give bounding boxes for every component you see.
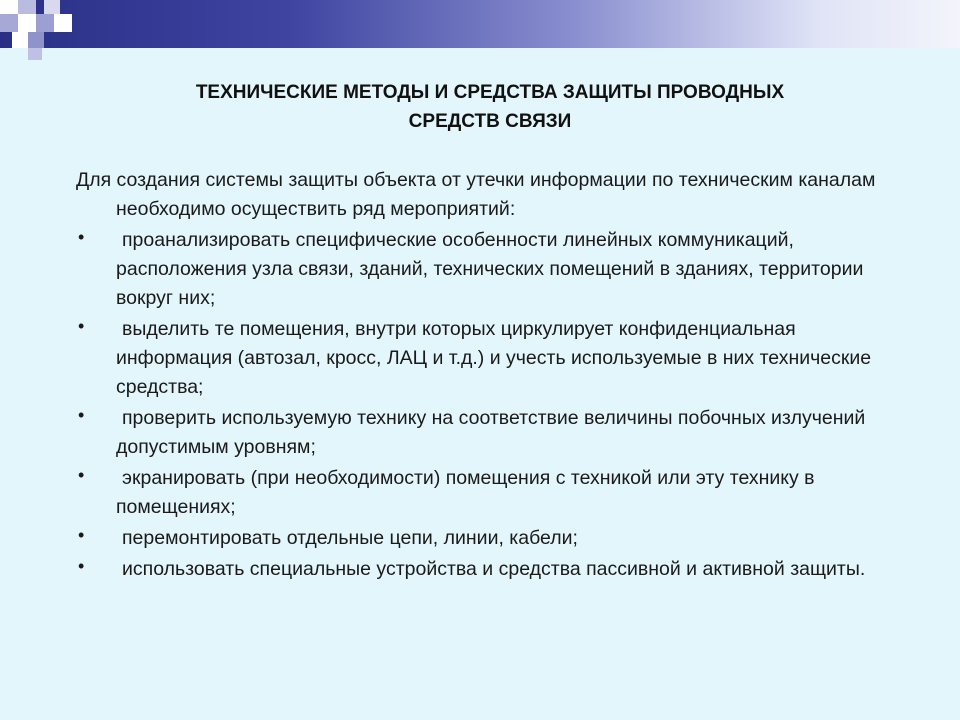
decor-square [0,14,18,32]
list-item [76,404,876,462]
list-item [76,555,876,584]
list-item-text: экранировать (при необходимости) помещения с техникой или эту технику в помещениях; [116,467,815,518]
decor-square [28,48,42,60]
decor-square [54,14,72,32]
list-item-text: перемонтировать отдельные цепи, линии, кабели; [122,527,578,549]
list-item [76,226,876,313]
list-item-text: использовать специальные устройства и средства пассивной и активной защиты. [122,558,866,580]
slide-body [76,166,876,586]
bullet-icon: • [78,316,85,336]
decor-square [36,14,54,32]
slide-title-line: ТЕХНИЧЕСКИЕ МЕТОДЫ И СРЕДСТВА ЗАЩИТЫ ПРОВОДНЫХ [195,82,785,103]
list-item-text: выделить те помещения, внутри которых циркулирует конфиденциальная информация (автозал, кросс, ЛАЦ и т.д.) и учесть используемые в них технические средства; [116,318,872,398]
slide-title [60,78,920,136]
decor-square [18,14,36,32]
bullet-icon: • [78,227,85,247]
intro-paragraph: Для создания системы защиты объекта от утечки информации по техническим каналам необходимо осуществить ряд мероприятий: [76,169,876,220]
decor-square [18,0,36,14]
header-gradient-band [0,0,960,48]
list-item [76,524,876,553]
measures-list [76,226,876,584]
slide-title-line: СРЕДСТВ СВЯЗИ [408,111,572,132]
list-item [76,464,876,522]
decor-square [0,0,18,14]
bullet-icon: • [78,525,85,545]
decor-square [12,32,28,48]
decor-square [28,32,44,48]
bullet-icon: • [78,556,85,576]
bullet-icon: • [78,405,85,425]
list-item-text: проанализировать специфические особенности линейных коммуникаций, расположения узла связи, зданий, технических помещений в зданиях, территории вокруг них; [116,229,864,309]
list-item-text: проверить используемую технику на соответствие величины побочных излучений допустимым уровням; [116,407,866,458]
list-item [76,315,876,402]
decor-square [44,0,60,14]
bullet-icon: • [78,465,85,485]
